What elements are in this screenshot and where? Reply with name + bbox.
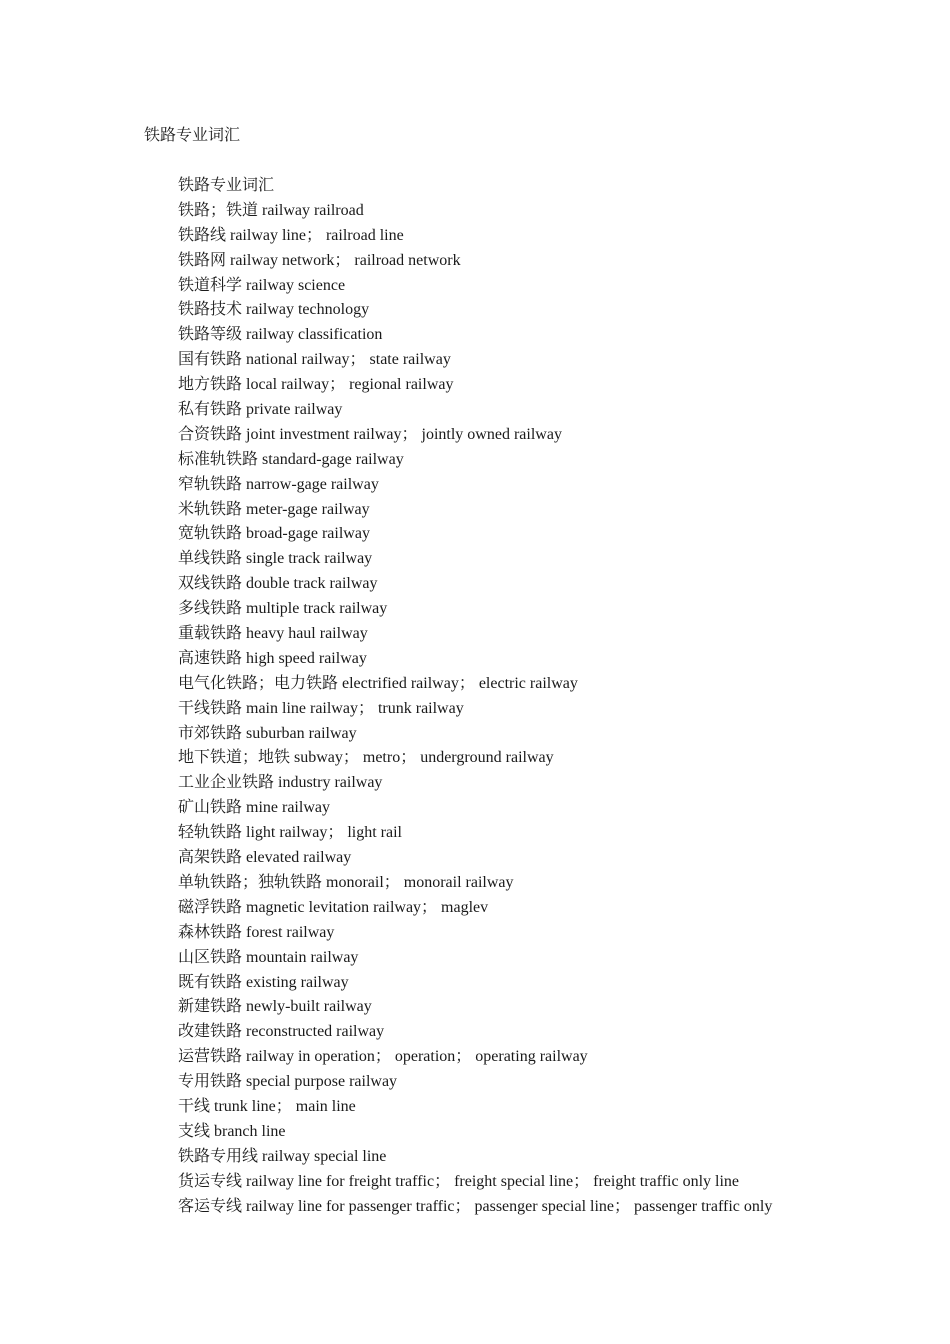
glossary-entry: 米轨铁路 meter-gage railway	[178, 500, 370, 518]
document-title: 铁路专业词汇	[144, 127, 241, 144]
glossary-entry: 铁路；铁道 railway railroad	[178, 201, 364, 219]
glossary-entry: 铁路技术 railway technology	[178, 301, 370, 319]
glossary-entry: 市郊铁路 suburban railway	[178, 724, 357, 742]
glossary-entry: 工业企业铁路 industry railway	[178, 774, 383, 792]
glossary-entry: 干线 trunk line； main line	[178, 1097, 356, 1115]
glossary-entry: 地方铁路 local railway； regional railway	[178, 376, 454, 394]
glossary-entry: 轻轨铁路 light railway； light rail	[178, 824, 402, 842]
glossary-entry: 高架铁路 elevated railway	[178, 849, 352, 867]
glossary-entry: 改建铁路 reconstructed railway	[178, 1023, 385, 1041]
glossary-heading: 铁路专业词汇	[178, 177, 275, 194]
glossary-entry: 铁路专用线 railway special line	[178, 1147, 387, 1165]
glossary-entry: 双线铁路 double track railway	[178, 575, 378, 593]
glossary-entry: 重载铁路 heavy haul railway	[178, 625, 368, 643]
glossary-entry: 宽轨铁路 broad-gage railway	[178, 525, 370, 543]
glossary-entry: 地下铁道；地铁 subway； metro； underground railway	[178, 749, 554, 767]
glossary-entry: 客运专线 railway line for passenger traffic； passenger special line； passenger traffic only	[178, 1197, 773, 1215]
glossary-entry: 单轨铁路；独轨铁路 monorail； monorail railway	[178, 873, 514, 891]
glossary-entry: 铁路网 railway network； railroad network	[178, 251, 461, 269]
glossary-list	[178, 174, 772, 1219]
glossary-entry: 铁路线 railway line； railroad line	[178, 226, 404, 244]
glossary-entry: 国有铁路 national railway； state railway	[178, 351, 451, 369]
glossary-entry: 支线 branch line	[178, 1122, 286, 1140]
glossary-entry: 铁路等级 railway classification	[178, 326, 383, 344]
glossary-entry: 运营铁路 railway in operation； operation； operating railway	[178, 1048, 588, 1066]
glossary-entry: 干线铁路 main line railway； trunk railway	[178, 699, 464, 717]
glossary-entry: 多线铁路 multiple track railway	[178, 600, 388, 618]
glossary-entry: 电气化铁路；电力铁路 electrified railway； electric railway	[178, 674, 578, 692]
glossary-entry: 货运专线 railway line for freight traffic； freight special line； freight traffic only line	[178, 1172, 740, 1190]
glossary-entry: 合资铁路 joint investment railway； jointly owned railway	[178, 425, 562, 443]
glossary-entry: 铁道科学 railway science	[178, 276, 346, 294]
glossary-entry: 私有铁路 private railway	[178, 401, 343, 419]
glossary-entry: 高速铁路 high speed railway	[178, 649, 367, 667]
glossary-entry: 标准轨铁路 standard-gage railway	[178, 450, 404, 468]
glossary-entry: 单线铁路 single track railway	[178, 550, 373, 568]
glossary-entry: 既有铁路 existing railway	[178, 973, 349, 991]
glossary-entry: 矿山铁路 mine railway	[178, 799, 330, 817]
glossary-entry: 窄轨铁路 narrow-gage railway	[178, 475, 379, 493]
glossary-entry: 山区铁路 mountain railway	[178, 948, 359, 966]
glossary-entry: 专用铁路 special purpose railway	[178, 1073, 398, 1091]
glossary-entry: 森林铁路 forest railway	[178, 923, 335, 941]
glossary-entry: 磁浮铁路 magnetic levitation railway； maglev	[178, 898, 489, 916]
glossary-entry: 新建铁路 newly-built railway	[178, 998, 372, 1016]
